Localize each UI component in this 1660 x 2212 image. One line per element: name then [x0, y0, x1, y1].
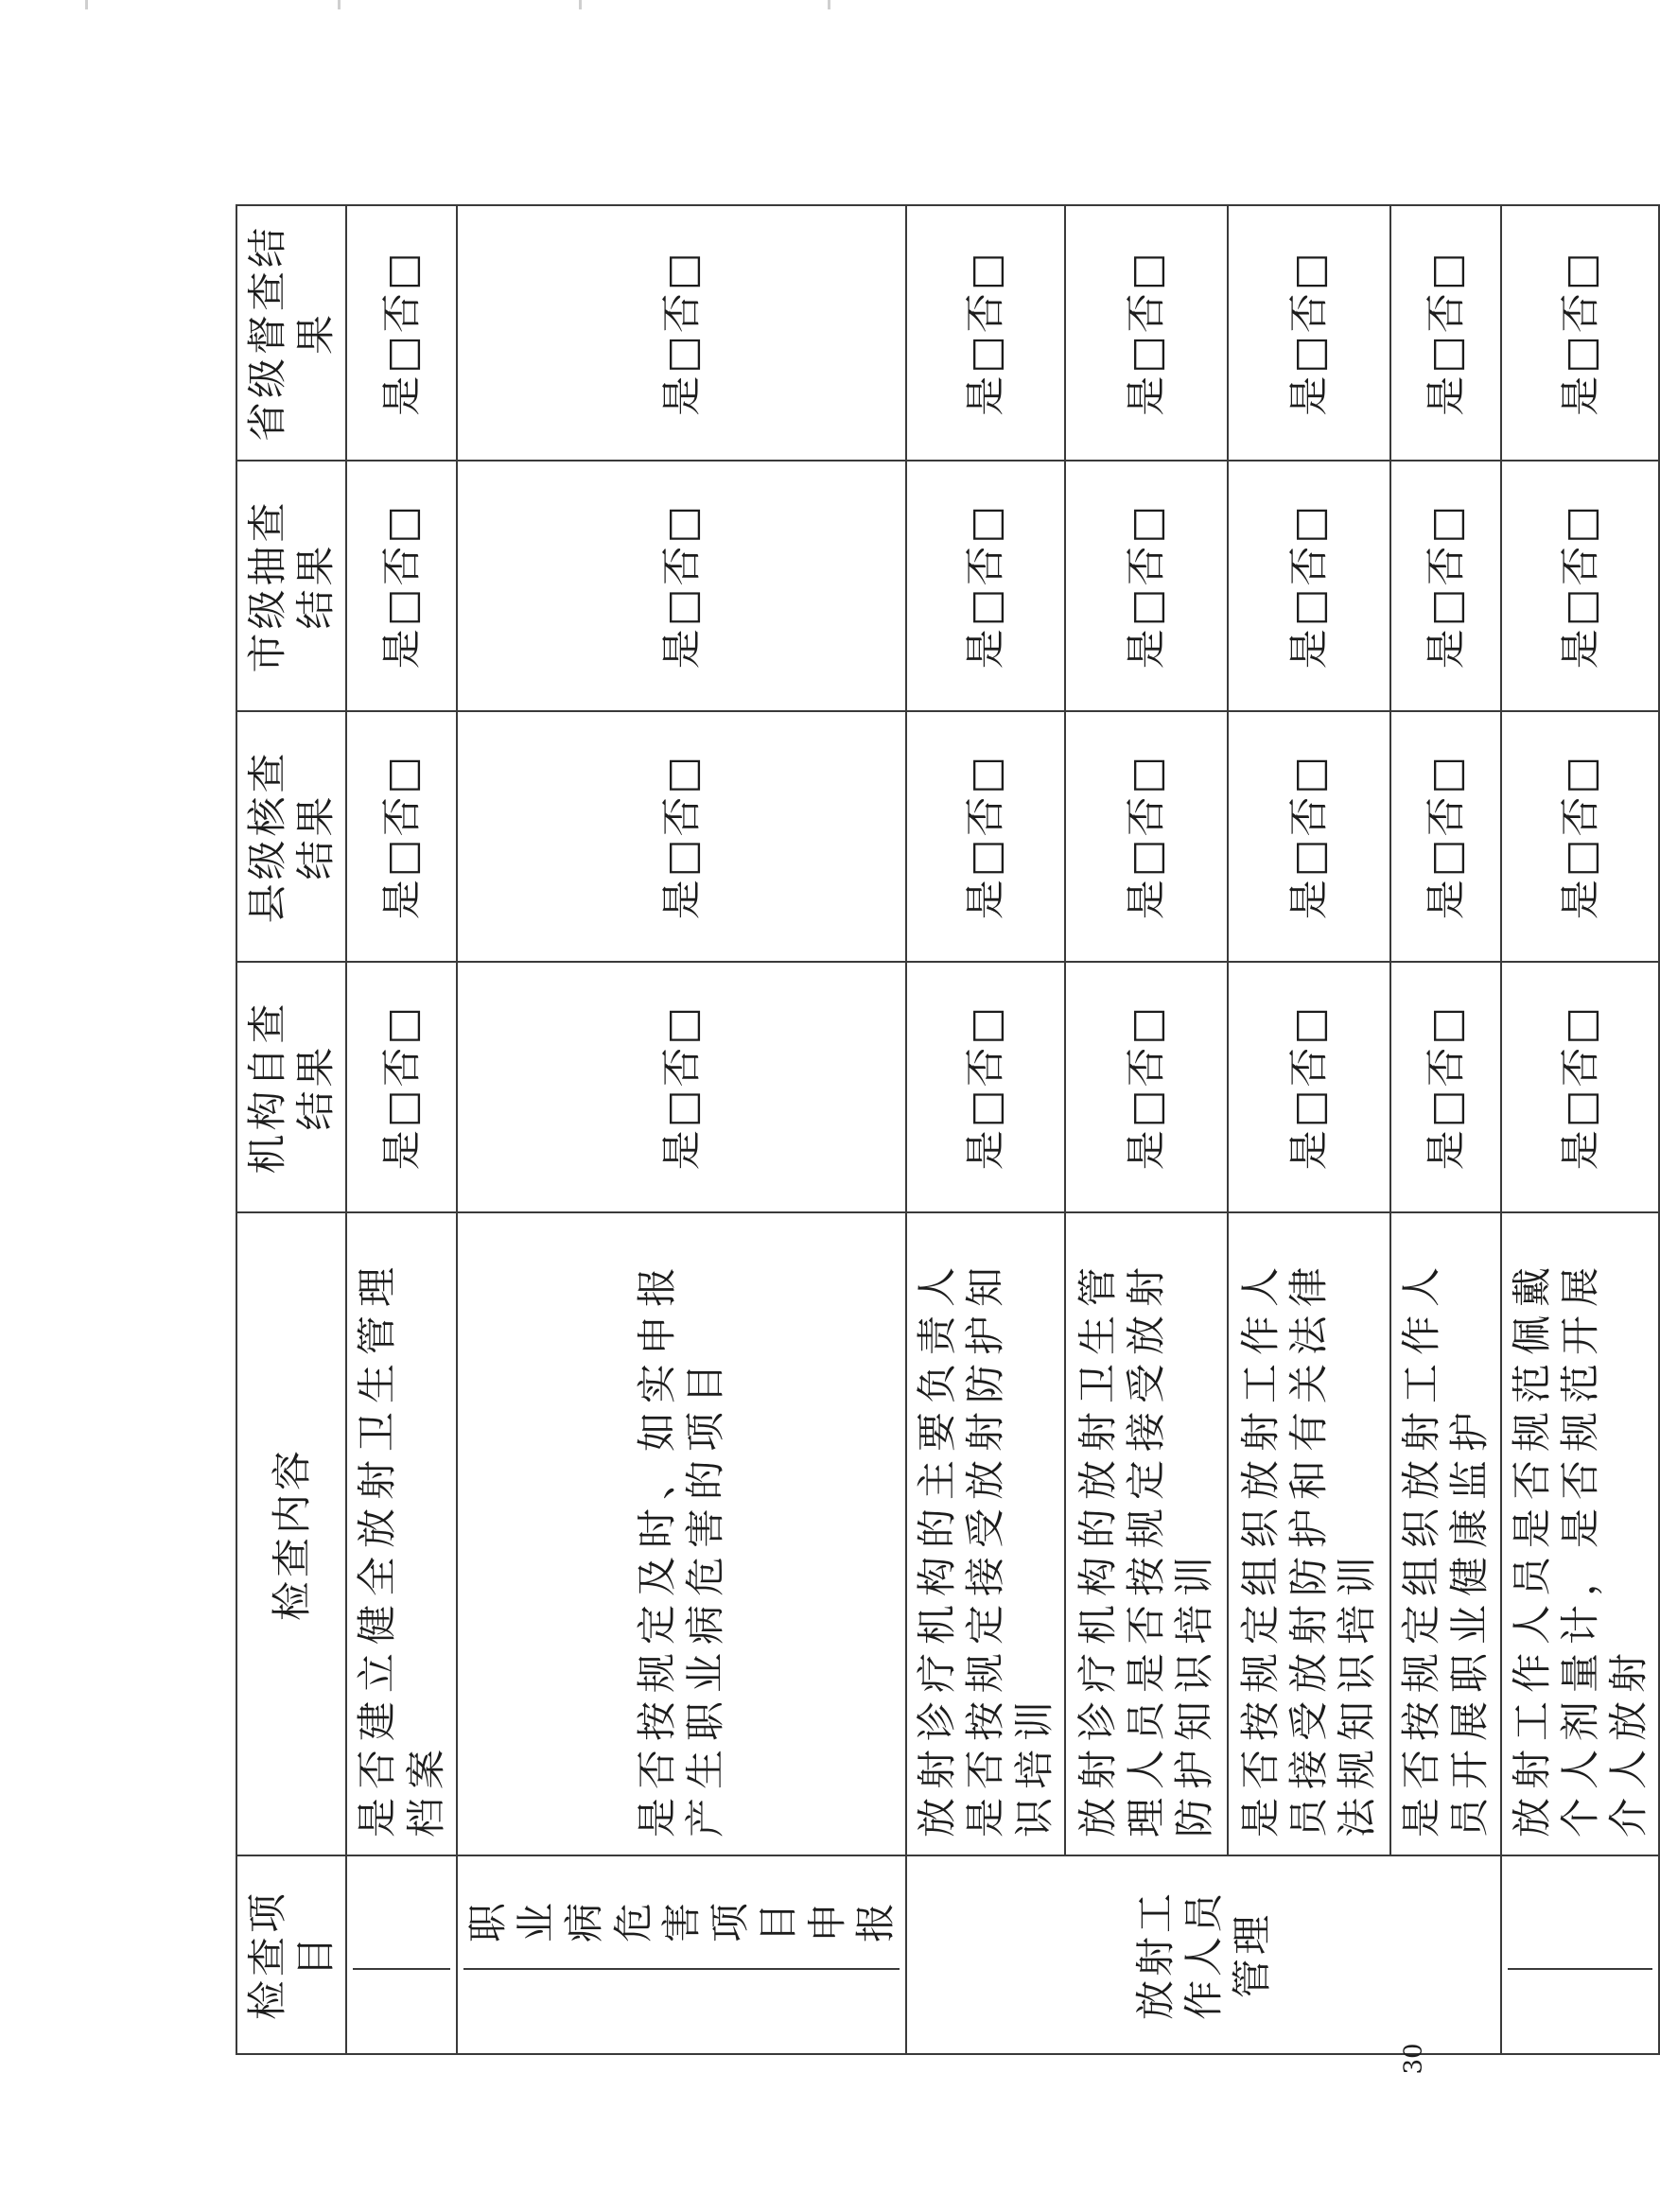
- category-radiation-staff: [906, 1855, 1501, 2054]
- city-check-choice[interactable]: 是□否□: [906, 461, 1065, 711]
- self-check-choice[interactable]: 是□否□: [346, 962, 456, 1212]
- self-check-choice[interactable]: 是□否□: [457, 962, 906, 1212]
- self-check-choice[interactable]: 是□否□: [906, 962, 1065, 1212]
- province-check-choice[interactable]: 是□否□: [1501, 205, 1660, 461]
- header-category: 检查项目: [236, 1855, 346, 2054]
- province-check-choice[interactable]: 是□否□: [1065, 205, 1228, 461]
- table-row: [457, 205, 906, 2054]
- page-number: 30: [1399, 2043, 1428, 2075]
- self-check-choice[interactable]: 是□否□: [1390, 962, 1501, 1212]
- inspection-table: [236, 204, 1660, 2055]
- table-row: [906, 205, 1065, 2054]
- row-content: 是否按规定组织放射工作人员接受放射防护和有关法律法规知识培训: [1228, 1212, 1390, 1855]
- row-content: 是否按规定组织放射工作人员开展职业健康监护: [1390, 1212, 1501, 1855]
- table-row: [1390, 205, 1501, 2054]
- row-content: 是否建立健全放射卫生管理档案: [346, 1212, 456, 1855]
- county-check-choice[interactable]: 是□否□: [1228, 711, 1390, 962]
- row-content: 放射诊疗机构的放射卫生管理人员是否按规定接受放射防护知识培训: [1065, 1212, 1228, 1855]
- header-self-check: 机构自查结果: [236, 962, 346, 1212]
- category-label: 放射工作人员管理: [1131, 1890, 1276, 2021]
- header-province-check: 省级督查结果: [236, 205, 346, 461]
- city-check-choice[interactable]: 是□否□: [457, 461, 906, 711]
- city-check-choice[interactable]: 是□否□: [1065, 461, 1228, 711]
- header-row: [236, 205, 346, 2054]
- province-check-choice[interactable]: 是□否□: [1228, 205, 1390, 461]
- header-content: 检查内容: [236, 1212, 346, 1855]
- county-check-choice[interactable]: 是□否□: [346, 711, 456, 962]
- header-county-check: 县级核查结果: [236, 711, 346, 962]
- county-check-choice[interactable]: 是□否□: [906, 711, 1065, 962]
- county-check-choice[interactable]: 是□否□: [457, 711, 906, 962]
- county-check-choice[interactable]: 是□否□: [1501, 711, 1660, 962]
- table-row: [1228, 205, 1390, 2054]
- category-cell-empty: [346, 1855, 456, 2054]
- row-content: 放射诊疗机构的主要负责人是否按规定接受放射防护知识培训: [906, 1212, 1065, 1855]
- table-row: [346, 205, 456, 2054]
- category-occupational-hazard: [457, 1855, 906, 2054]
- table-row: [1065, 205, 1228, 2054]
- province-check-choice[interactable]: 是□否□: [346, 205, 456, 461]
- self-check-choice[interactable]: 是□否□: [1065, 962, 1228, 1212]
- category-cell-empty: [1501, 1855, 1660, 2054]
- city-check-choice[interactable]: 是□否□: [346, 461, 456, 711]
- row-content: 放射工作人员是否规范佩戴个人剂量计，是否规范开展介人放射: [1501, 1212, 1660, 1855]
- city-check-choice[interactable]: 是□否□: [1390, 461, 1501, 711]
- city-check-choice[interactable]: 是□否□: [1501, 461, 1660, 711]
- self-check-choice[interactable]: 是□否□: [1501, 962, 1660, 1212]
- county-check-choice[interactable]: 是□否□: [1065, 711, 1228, 962]
- self-check-choice[interactable]: 是□否□: [1228, 962, 1390, 1212]
- city-check-choice[interactable]: 是□否□: [1228, 461, 1390, 711]
- province-check-choice[interactable]: 是□否□: [1390, 205, 1501, 461]
- province-check-choice[interactable]: 是□否□: [457, 205, 906, 461]
- county-check-choice[interactable]: 是□否□: [1390, 711, 1501, 962]
- row-content: 是否按规定及时、如实申报产生职业病危害的项目: [457, 1212, 906, 1855]
- header-city-check: 市级抽查结果: [236, 461, 346, 711]
- table-row: [1501, 205, 1660, 2054]
- rotated-table: [236, 206, 1652, 2055]
- province-check-choice[interactable]: 是□否□: [906, 205, 1065, 461]
- category-label: 职业病危害项目申报: [463, 1899, 899, 1943]
